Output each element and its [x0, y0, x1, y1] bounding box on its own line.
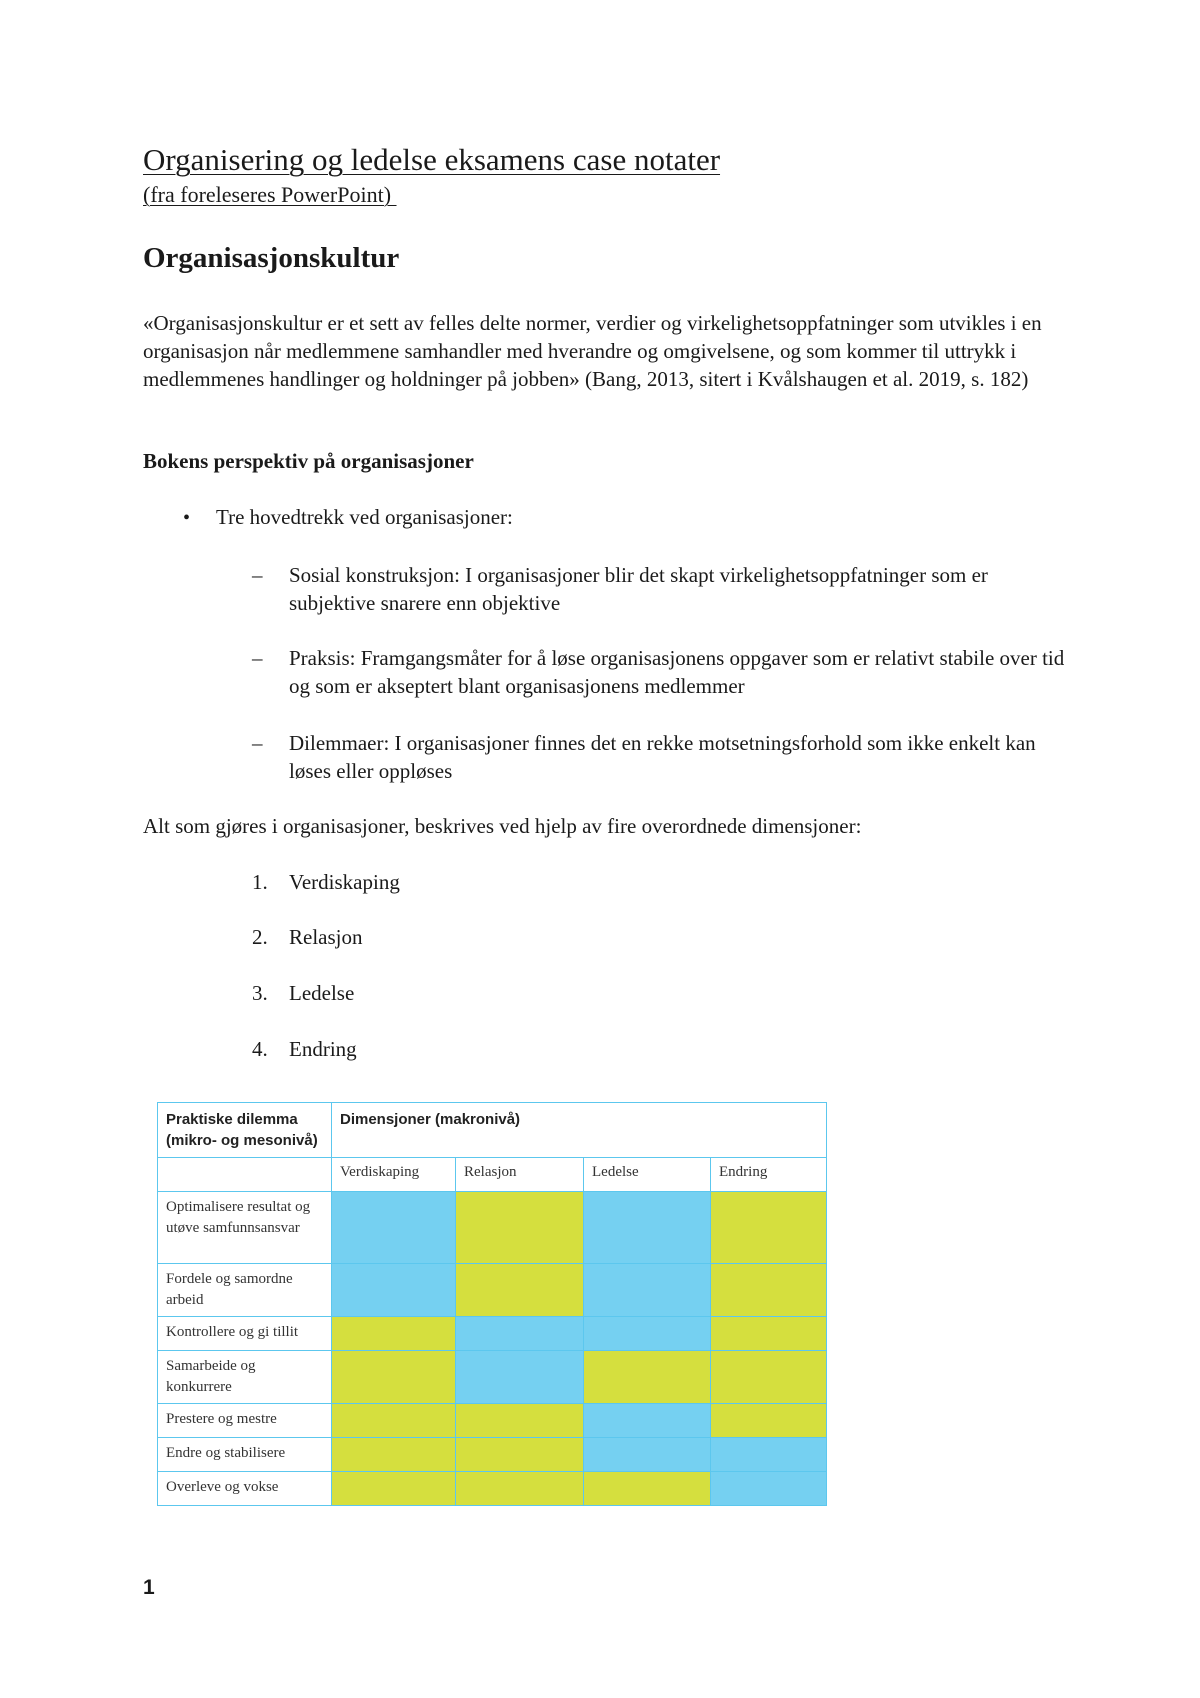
matrix-cell	[584, 1472, 711, 1506]
item-label: Verdiskaping	[289, 870, 400, 894]
table-row	[158, 1404, 827, 1438]
numbered-item	[252, 870, 400, 895]
table-row	[158, 1192, 827, 1264]
row-label: Optimalisere resultat og utøve samfunnsansvar	[158, 1192, 332, 1264]
column-header: Verdiskaping	[332, 1158, 456, 1192]
dash-item-text: Dilemmaer: I organisasjoner finnes det en rekke motsetningsforhold som ikke enkelt kan løses eller oppløses	[289, 731, 1036, 783]
matrix-cell	[584, 1438, 711, 1472]
dilemma-table	[157, 1102, 827, 1506]
item-number: 3.	[252, 981, 268, 1005]
matrix-cell	[456, 1317, 584, 1351]
row-label: Endre og stabilisere	[158, 1438, 332, 1472]
row-label: Overleve og vokse	[158, 1472, 332, 1506]
table-row	[158, 1264, 827, 1317]
column-header: Ledelse	[584, 1158, 711, 1192]
matrix-cell	[584, 1317, 711, 1351]
column-header: Relasjon	[456, 1158, 584, 1192]
table-row	[158, 1317, 827, 1351]
matrix-cell	[332, 1438, 456, 1472]
row-label: Samarbeide og konkurrere	[158, 1351, 332, 1404]
dash-symbol: –	[252, 731, 263, 755]
matrix-cell	[456, 1351, 584, 1404]
matrix-cell	[584, 1351, 711, 1404]
matrix-cell	[332, 1317, 456, 1351]
document-title: Organisering og ledelse eksamens case notater	[143, 142, 721, 177]
item-number: 2.	[252, 925, 268, 949]
empty-corner-cell	[158, 1158, 332, 1192]
matrix-cell	[584, 1264, 711, 1317]
dash-symbol: –	[252, 646, 263, 670]
item-label: Ledelse	[289, 981, 355, 1005]
matrix-cell	[456, 1264, 584, 1317]
subheading: Bokens perspektiv på organisasjoner	[143, 449, 474, 473]
matrix-cell	[711, 1351, 827, 1404]
matrix-cell	[711, 1264, 827, 1317]
bullet-symbol: •	[183, 507, 191, 529]
page-number: 1	[143, 1576, 155, 1599]
numbered-item	[252, 925, 363, 950]
table-column-row	[158, 1158, 827, 1192]
header-dimensions: Dimensjoner (makronivå)	[332, 1103, 827, 1158]
matrix-cell	[711, 1192, 827, 1264]
document-subtitle: (fra foreleseres PowerPoint)	[143, 182, 397, 207]
numbered-item	[252, 1037, 357, 1062]
matrix-cell	[584, 1404, 711, 1438]
matrix-cell	[456, 1472, 584, 1506]
dimensions-intro: Alt som gjøres i organisasjoner, beskrives ved hjelp av fire overordnede dimensjoner:	[143, 814, 862, 838]
definition-paragraph: «Organisasjonskultur er et sett av felles delte normer, verdier og virkelighetsoppfatninger som utvikles i en organisasjon når medlemmene samhandler med hverandre og omgivelsene, og som kommer til uttrykk i medlemmenes handlinger og holdninger på jobben» (Bang, 2013, sitert i Kvålshaugen et al. 2019, s. 182)	[143, 311, 1042, 391]
matrix-cell	[332, 1264, 456, 1317]
matrix-cell	[456, 1192, 584, 1264]
dash-symbol: –	[252, 563, 263, 587]
numbered-item	[252, 981, 354, 1006]
column-header: Endring	[711, 1158, 827, 1192]
table-row	[158, 1438, 827, 1472]
row-label: Kontrollere og gi tillit	[158, 1317, 332, 1351]
item-label: Relasjon	[289, 925, 363, 949]
matrix-cell	[711, 1317, 827, 1351]
item-number: 1.	[252, 870, 268, 894]
matrix-cell	[332, 1351, 456, 1404]
matrix-cell	[711, 1472, 827, 1506]
row-label: Fordele og samordne arbeid	[158, 1264, 332, 1317]
item-number: 4.	[252, 1037, 268, 1061]
matrix-cell	[332, 1472, 456, 1506]
dash-item-text: Sosial konstruksjon: I organisasjoner blir det skapt virkelighetsoppfatninger som er subjektive snarere enn objektive	[289, 563, 988, 615]
matrix-cell	[456, 1404, 584, 1438]
section-heading: Organisasjonskultur	[143, 242, 400, 274]
dash-item-text: Praksis: Framgangsmåter for å løse organisasjonens oppgaver som er relativt stabile over tid og som er akseptert blant organisasjonens medlemmer	[289, 646, 1065, 698]
matrix-cell	[456, 1438, 584, 1472]
matrix-cell	[332, 1192, 456, 1264]
item-label: Endring	[289, 1037, 357, 1061]
matrix-cell	[711, 1404, 827, 1438]
matrix-cell	[332, 1404, 456, 1438]
bullet-item: Tre hovedtrekk ved organisasjoner:	[216, 505, 513, 529]
table-row	[158, 1472, 827, 1506]
matrix-cell	[711, 1438, 827, 1472]
matrix-cell	[584, 1192, 711, 1264]
row-label: Prestere og mestre	[158, 1404, 332, 1438]
header-dilemma: Praktiske dilemma (mikro- og mesonivå)	[158, 1103, 332, 1158]
table-row	[158, 1351, 827, 1404]
table-header-row	[158, 1103, 827, 1158]
